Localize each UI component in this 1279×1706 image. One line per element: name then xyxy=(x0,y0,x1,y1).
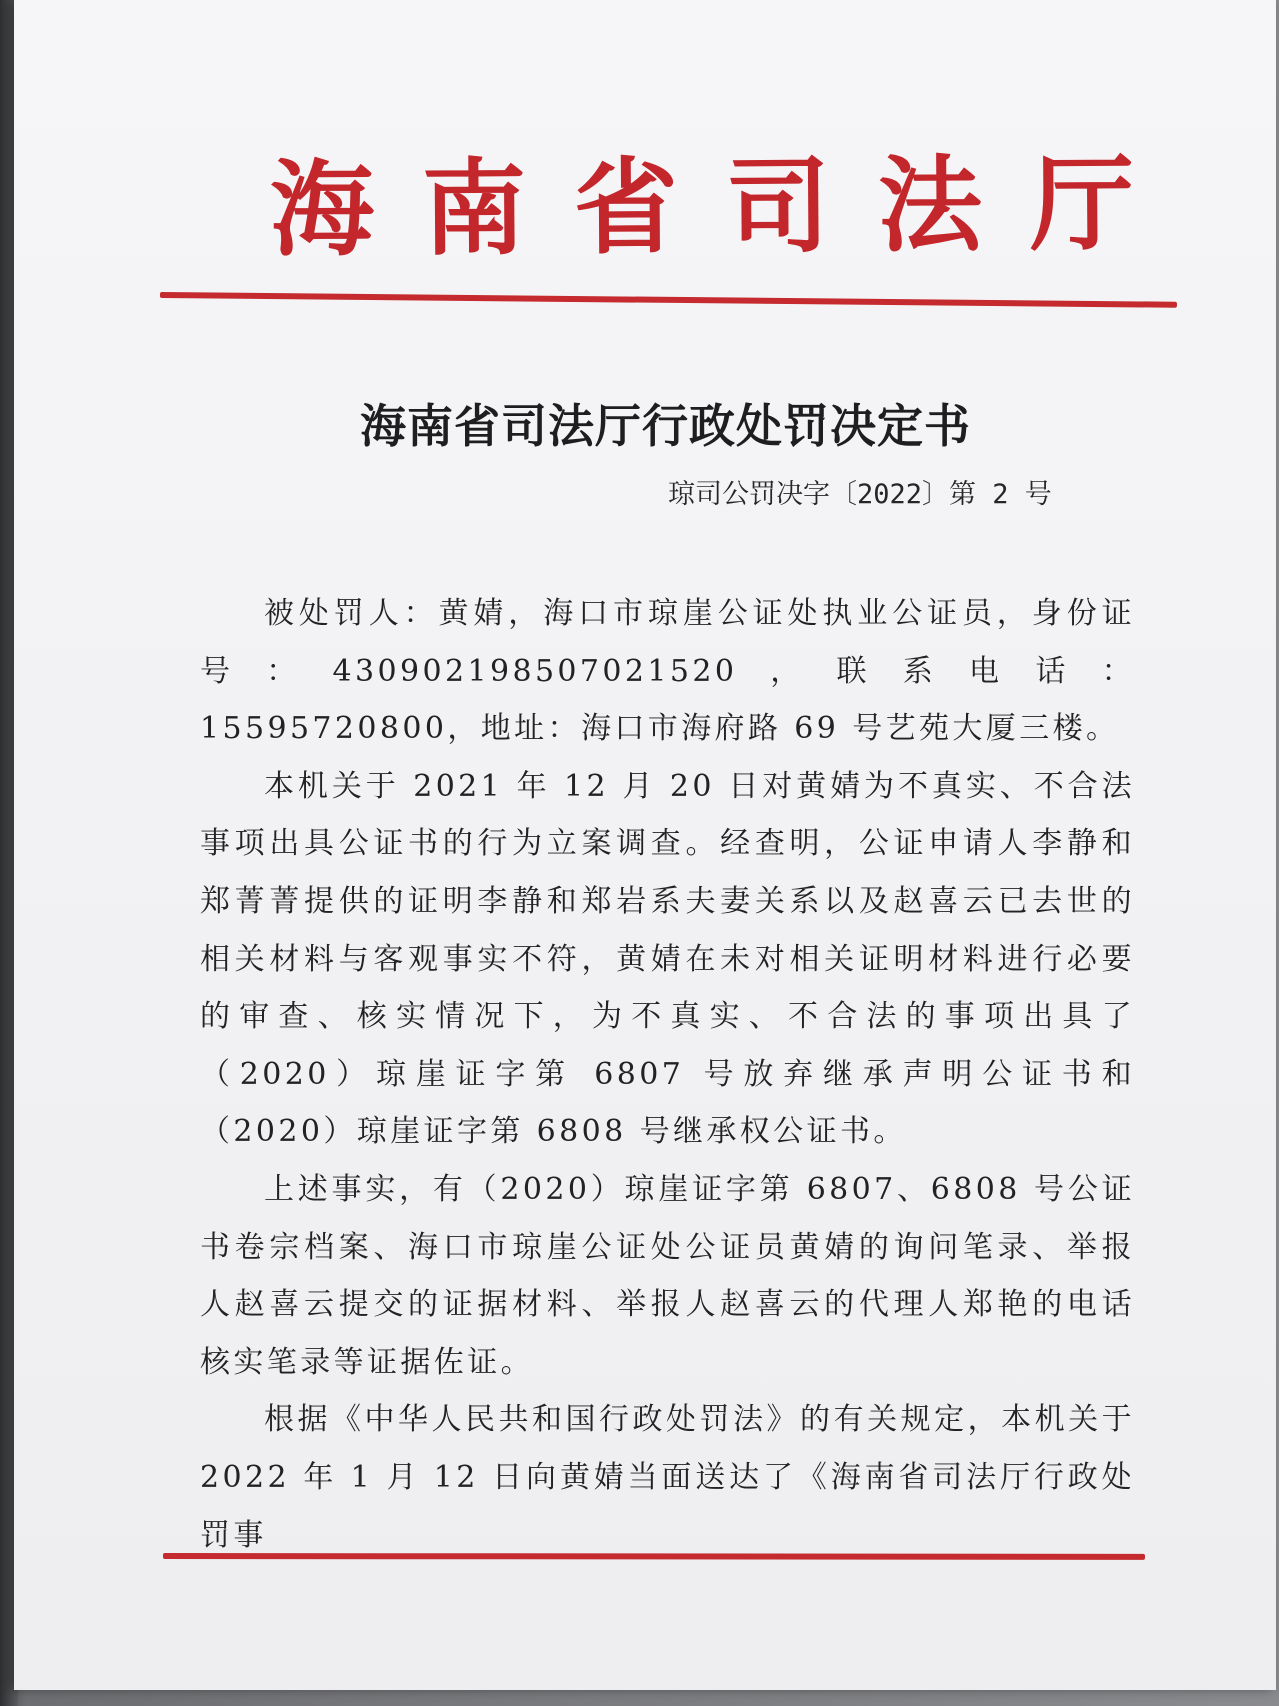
paragraph-legal-basis: 根据《中华人民共和国行政处罚法》的有关规定，本机关于 2022 年 1 月 12 日向黄婧当面送达了《海南省司法厅行政处罚事 xyxy=(200,1402,1135,1553)
document-body xyxy=(200,585,1135,1564)
document-number: 琼司公罚决字〔2022〕第 2 号 xyxy=(668,479,1052,510)
footer-red-rule xyxy=(163,1553,1145,1560)
paragraph-respondent: 被处罚人：黄婧，海口市琼崖公证处执业公证员，身份证号：430902198507021520，联系电话：15595720800，地址：海口市海府路 69 号艺苑大厦三楼。 xyxy=(200,596,1135,747)
paragraph-evidence: 上述事实，有（2020）琼崖证字第 6807、6808 号公证书卷宗档案、海口市琼崖公证处公证员黄婧的询问笔录、举报人赵喜云提交的证据材料、举报人赵喜云的代理人郑艳的电话核实笔录等证据佐证。 xyxy=(200,1171,1135,1380)
letterhead-title: 海南省司法厅 xyxy=(269,141,1183,271)
document-title: 海南省司法厅行政处罚决定书 xyxy=(360,399,971,453)
paragraph-investigation: 本机关于 2021 年 12 月 20 日对黄婧为不真实、不合法事项出具公证书的行为立案调查。经查明，公证申请人李静和郑菁菁提供的证明李静和郑岩系夫妻关系以及赵喜云已去世的相关材料与客观事实不符，黄婧在未对相关证明材料进行必要的审查、核实情况下，为不真实、不合法的事项出具了（2020）琼崖证字第 6807 号放弃继承声明公证书和（2020）琼崖证字第 6808 号继承权公证书。 xyxy=(200,768,1135,1150)
